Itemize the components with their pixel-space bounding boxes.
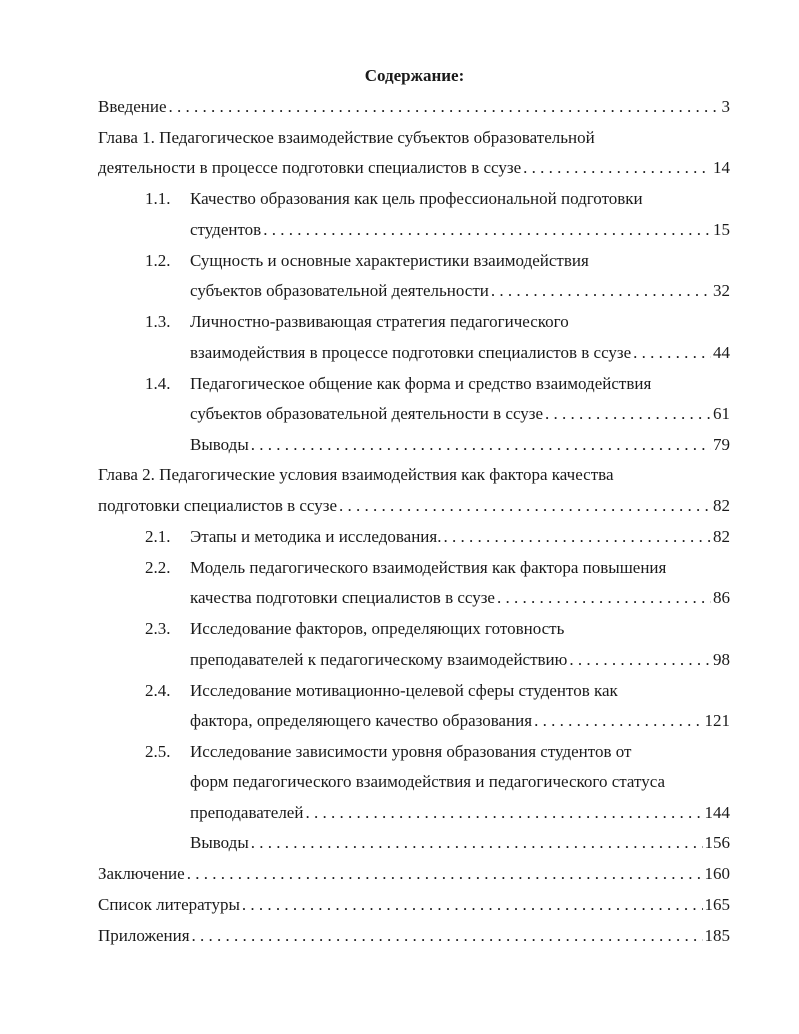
page-number: 160 [704, 864, 730, 883]
page-number: 32 [713, 281, 730, 300]
leader-dots [534, 710, 702, 732]
toc-entry-intro [98, 96, 730, 118]
toc-entry-s1-1 [190, 219, 730, 241]
section-number: 2.2. [145, 558, 171, 577]
entry-text: качества подготовки специалистов в ссузе [190, 588, 495, 607]
toc-entry-s1-4-line1: Педагогическое общение как форма и средство взаимодействия [190, 374, 652, 393]
entry-text: деятельности в процессе подготовки специалистов в ссузе [98, 158, 522, 177]
page-number: 185 [704, 926, 730, 945]
toc-entry-s1-2 [190, 280, 730, 302]
entry-text: преподавателей к педагогическому взаимодействию [190, 650, 568, 669]
section-number: 1.3. [145, 312, 171, 331]
toc-entry-s2-3 [190, 649, 730, 671]
leader-dots [305, 802, 702, 824]
entry-text: Введение [98, 97, 167, 116]
toc-entry-s2-4-line1: Исследование мотивационно-целевой сферы студентов как [190, 681, 618, 700]
leader-dots [545, 403, 711, 425]
entry-text: Выводы [190, 833, 249, 852]
leader-dots [491, 280, 711, 302]
section-number: 1.2. [145, 251, 171, 270]
toc-entry-s2-2 [190, 587, 730, 609]
toc-entry-s2-5-line2: форм педагогического взаимодействия и педагогического статуса [190, 772, 666, 791]
entry-text: студентов [190, 220, 262, 239]
toc-entry-ch1-line1: Глава 1. Педагогическое взаимодействие субъектов образовательной [98, 128, 595, 147]
section-number: 2.3. [145, 619, 171, 638]
page-number: 86 [713, 588, 730, 607]
toc-entry-s2-5-line1: Исследование зависимости уровня образования студентов от [190, 742, 632, 761]
page-number: 44 [713, 343, 730, 362]
toc-entry-s1-4 [190, 403, 730, 425]
section-number: 1.4. [145, 374, 171, 393]
leader-dots [192, 925, 703, 947]
toc-entry-appendices [98, 925, 730, 947]
page-title: Содержание: [364, 66, 465, 85]
leader-dots [339, 495, 711, 517]
page-number: 82 [713, 527, 730, 546]
toc-entry-ch2 [98, 495, 730, 517]
page-number: 14 [713, 158, 730, 177]
leader-dots [251, 434, 711, 456]
entry-text: Заключение [98, 864, 185, 883]
leader-dots [169, 96, 720, 118]
page-number: 3 [721, 97, 730, 116]
toc-entry-ch2-line1: Глава 2. Педагогические условия взаимодействия как фактора качества [98, 465, 614, 484]
entry-text: Список литературы [98, 895, 240, 914]
toc-entry-ch1 [98, 157, 730, 179]
entry-text: преподавателей [190, 803, 304, 822]
toc-entry-ch2-conclusions [190, 832, 730, 854]
leader-dots [633, 342, 711, 364]
entry-text: Приложения [98, 926, 190, 945]
leader-dots [263, 219, 711, 241]
entry-text: фактора, определяющего качество образования [190, 711, 533, 730]
toc-entry-s1-3-line1: Личностно-развивающая стратегия педагогического [190, 312, 569, 331]
page-number: 165 [704, 895, 730, 914]
entry-text: Этапы и методика и исследования. [190, 527, 442, 546]
section-number: 2.5. [145, 742, 171, 761]
toc-entry-s1-1-line1: Качество образования как цель профессиональной подготовки [190, 189, 643, 208]
section-number: 2.4. [145, 681, 171, 700]
section-number: 2.1. [145, 527, 171, 546]
toc-entry-s2-4 [190, 710, 730, 732]
page-number: 79 [713, 435, 730, 454]
toc-entry-conclusion [98, 863, 730, 885]
leader-dots [497, 587, 711, 609]
toc-entry-ch1-conclusions [190, 434, 730, 456]
toc-entry-s2-2-line1: Модель педагогического взаимодействия как фактора повышения [190, 558, 667, 577]
page-number: 156 [704, 833, 730, 852]
leader-dots [443, 526, 711, 548]
page-number: 82 [713, 496, 730, 515]
leader-dots [569, 649, 711, 671]
entry-text: подготовки специалистов в ссузе [98, 496, 338, 515]
toc-entry-s2-1 [190, 526, 730, 548]
page-number: 61 [713, 404, 730, 423]
page-number: 121 [704, 711, 730, 730]
toc-entry-s1-2-line1: Сущность и основные характеристики взаимодействия [190, 251, 589, 270]
leader-dots [523, 157, 711, 179]
page-number: 144 [704, 803, 730, 822]
toc-entry-references [98, 894, 730, 916]
toc-entry-s2-3-line1: Исследование факторов, определяющих готовность [190, 619, 565, 638]
entry-text: субъектов образовательной деятельности [190, 281, 489, 300]
entry-text: субъектов образовательной деятельности в ссузе [190, 404, 544, 423]
toc-entry-s2-5 [190, 802, 730, 824]
leader-dots [251, 832, 703, 854]
page-number: 15 [713, 220, 730, 239]
toc-entry-s1-3 [190, 342, 730, 364]
page-number: 98 [713, 650, 730, 669]
entry-text: Выводы [190, 435, 249, 454]
section-number: 1.1. [145, 189, 171, 208]
leader-dots [242, 894, 703, 916]
leader-dots [187, 863, 703, 885]
entry-text: взаимодействия в процессе подготовки специалистов в ссузе [190, 343, 632, 362]
